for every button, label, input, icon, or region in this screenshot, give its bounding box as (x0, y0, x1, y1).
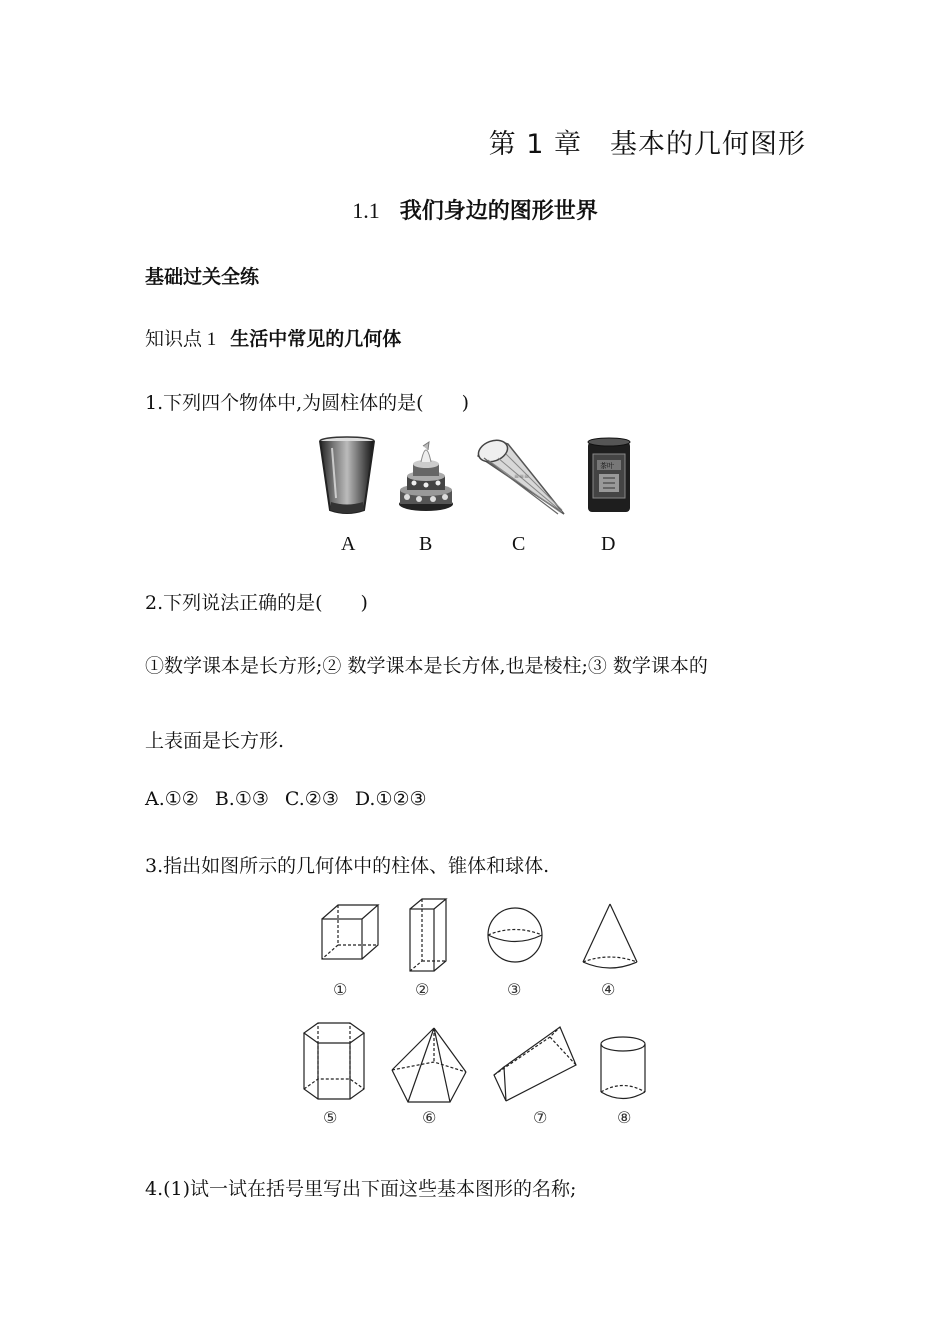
svg-text:≡≡≡: ≡≡≡ (514, 473, 530, 480)
solid-7-label: ⑦ (533, 1108, 548, 1127)
solid-4-label: ④ (601, 980, 616, 999)
solid-6-label: ⑥ (422, 1108, 437, 1127)
question-3-text: 3.指出如图所示的几何体中的柱体、锥体和球体. (145, 855, 550, 877)
rectangular-prism-icon (408, 897, 448, 973)
q1-option-d-label: D (601, 533, 616, 555)
solid-1-label: ① (333, 980, 348, 999)
q2-option-b: B.①③ (214, 788, 269, 810)
q1-option-a-label: A (341, 533, 356, 555)
chapter-title: 第 1 章 基本的几何图形 (488, 129, 806, 160)
solid-2-label: ② (415, 980, 430, 999)
q1-option-b-label: B (419, 533, 433, 555)
triangular-prism-icon (492, 1025, 582, 1103)
hexagonal-prism-icon (302, 1021, 366, 1103)
solid-3-label: ③ (507, 980, 522, 999)
question-2-statement-line1: ①数学课本是长方形;② 数学课本是长方体,也是棱柱;③ 数学课本的 (145, 655, 708, 677)
section-number: 1.1 (352, 198, 380, 223)
section-title (0, 194, 950, 225)
q2-option-a: A.①② (145, 788, 199, 810)
pentagonal-pyramid-icon (390, 1026, 470, 1106)
solid-8-label: ⑧ (617, 1108, 632, 1127)
cone-icon (580, 902, 640, 974)
svg-text:茶叶: 茶叶 (600, 462, 614, 470)
tea-can-photo-icon (585, 436, 633, 516)
question-2-options (145, 788, 427, 810)
exercise-heading: 基础过关全练 (145, 266, 260, 288)
knowledge-point-label: 知识点 1 (145, 329, 217, 350)
cylinder-icon (598, 1035, 648, 1103)
glass-cup-photo-icon (318, 436, 376, 516)
question-1-text: 1.下列四个物体中,为圆柱体的是( ) (145, 392, 469, 414)
question-2-statement-line2: 上表面是长方形. (145, 730, 285, 752)
question-2-text: 2.下列说法正确的是( ) (145, 592, 368, 614)
solid-5-label: ⑤ (323, 1108, 338, 1127)
knowledge-point-title: 生活中常见的几何体 (230, 328, 402, 350)
layered-cake-photo-icon (397, 436, 455, 516)
section-name: 我们身边的图形世界 (399, 199, 598, 224)
sphere-icon (486, 906, 544, 964)
q2-option-c: C.②③ (284, 788, 339, 810)
q1-option-c-label: C (512, 533, 526, 555)
cube-icon (320, 903, 380, 963)
q2-option-d: D.①②③ (354, 788, 427, 810)
question-4-text: 4.(1)试一试在括号里写出下面这些基本图形的名称; (145, 1178, 577, 1200)
paper-cone-photo-icon (474, 436, 568, 518)
knowledge-point-heading (145, 324, 401, 351)
